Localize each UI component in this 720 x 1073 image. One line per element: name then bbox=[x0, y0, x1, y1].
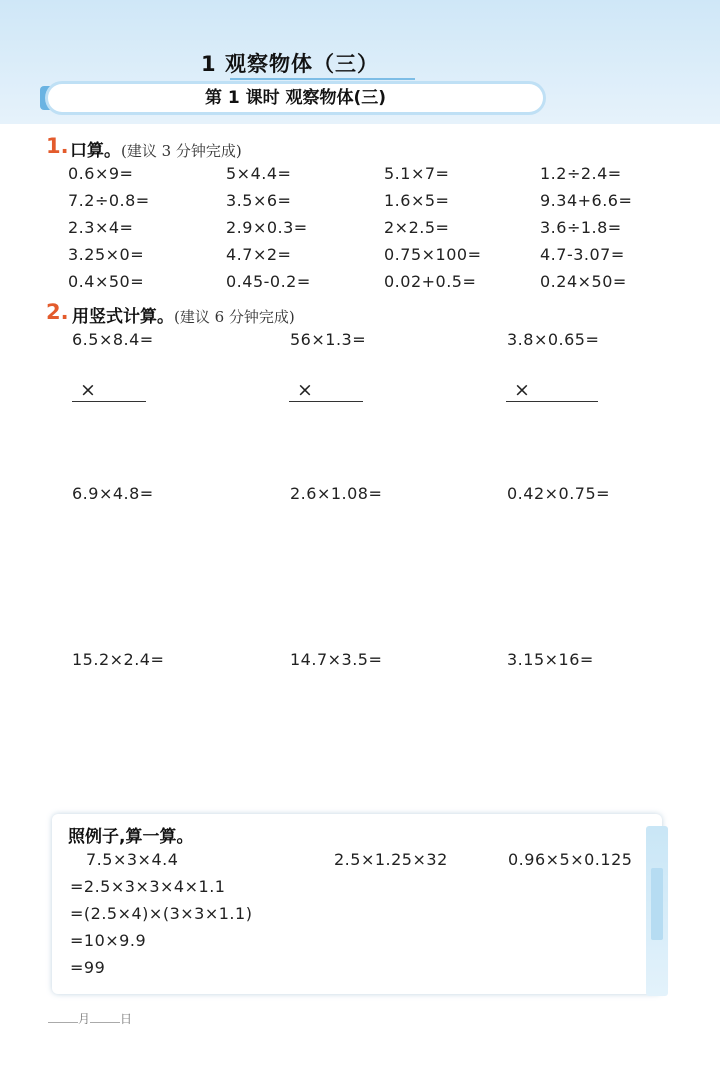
section-1-heading bbox=[70, 136, 242, 161]
day-label: 日 bbox=[120, 1012, 133, 1026]
oral-calc-item: 2.3×4= bbox=[68, 218, 134, 237]
oral-calc-item: 7.2÷0.8= bbox=[68, 191, 150, 210]
oral-calc-item: 5.1×7= bbox=[384, 164, 450, 183]
section-2-number: 2. bbox=[46, 300, 69, 324]
vertical-calc-problem: 3.8×0.65= bbox=[507, 330, 600, 349]
section-1-number: 1. bbox=[46, 134, 69, 158]
example-problem: 2.5×1.25×32 bbox=[334, 850, 448, 869]
day-blank bbox=[90, 1012, 120, 1023]
vertical-calc-problem: 56×1.3= bbox=[290, 330, 367, 349]
section-2-hint: (建议 6 分钟完成) bbox=[174, 308, 295, 326]
vertical-calc-problem: 14.7×3.5= bbox=[290, 650, 383, 669]
month-label: 月 bbox=[78, 1012, 91, 1026]
example-step: =2.5×3×3×4×1.1 bbox=[70, 877, 226, 896]
section-1-hint: (建议 3 分钟完成) bbox=[121, 142, 242, 160]
vertical-calc-problem: 0.42×0.75= bbox=[507, 484, 611, 503]
example-step: =10×9.9 bbox=[70, 931, 147, 950]
oral-calc-item: 1.6×5= bbox=[384, 191, 450, 210]
vertical-calc-problem: 15.2×2.4= bbox=[72, 650, 165, 669]
section-1-title: 口算。 bbox=[70, 141, 121, 161]
vertical-calc-times-line: × bbox=[506, 380, 598, 402]
section-2-heading bbox=[72, 302, 295, 327]
oral-calc-item: 1.2÷2.4= bbox=[540, 164, 622, 183]
example-step: =99 bbox=[70, 958, 106, 977]
vertical-calc-problem: 2.6×1.08= bbox=[290, 484, 383, 503]
oral-calc-item: 4.7-3.07= bbox=[540, 245, 625, 264]
oral-calc-item: 4.7×2= bbox=[226, 245, 292, 264]
oral-calc-item: 0.6×9= bbox=[68, 164, 134, 183]
oral-calc-item: 0.75×100= bbox=[384, 245, 482, 264]
example-step: 7.5×3×4.4 bbox=[86, 850, 179, 869]
chapter-title: 1 观察物体（三） bbox=[201, 52, 379, 76]
vertical-calc-problem: 6.5×8.4= bbox=[72, 330, 154, 349]
oral-calc-item: 9.34+6.6= bbox=[540, 191, 633, 210]
oral-calc-item: 2.9×0.3= bbox=[226, 218, 308, 237]
lesson-title-banner: 第 1 课时 观察物体(三) bbox=[48, 84, 543, 112]
oral-calc-item: 3.6÷1.8= bbox=[540, 218, 622, 237]
vertical-calc-times-line: × bbox=[72, 380, 146, 402]
side-tab-mark bbox=[651, 868, 663, 940]
section-2-title: 用竖式计算。 bbox=[72, 307, 174, 327]
oral-calc-item: 0.45-0.2= bbox=[226, 272, 311, 291]
vertical-calc-problem: 3.15×16= bbox=[507, 650, 594, 669]
oral-calc-item: 5×4.4= bbox=[226, 164, 292, 183]
oral-calc-item: 0.24×50= bbox=[540, 272, 627, 291]
oral-calc-item: 3.25×0= bbox=[68, 245, 145, 264]
example-problem: 0.96×5×0.125 bbox=[508, 850, 633, 869]
date-line bbox=[48, 1010, 132, 1027]
vertical-calc-problem: 6.9×4.8= bbox=[72, 484, 154, 503]
oral-calc-item: 0.4×50= bbox=[68, 272, 145, 291]
oral-calc-item: 2×2.5= bbox=[384, 218, 450, 237]
oral-calc-item: 3.5×6= bbox=[226, 191, 292, 210]
oral-calc-item: 0.02+0.5= bbox=[384, 272, 477, 291]
month-blank bbox=[48, 1012, 78, 1023]
chapter-title-underline bbox=[230, 78, 415, 80]
example-step: =(2.5×4)×(3×3×1.1) bbox=[70, 904, 253, 923]
vertical-calc-times-line: × bbox=[289, 380, 363, 402]
example-title: 照例子,算一算。 bbox=[68, 827, 194, 847]
